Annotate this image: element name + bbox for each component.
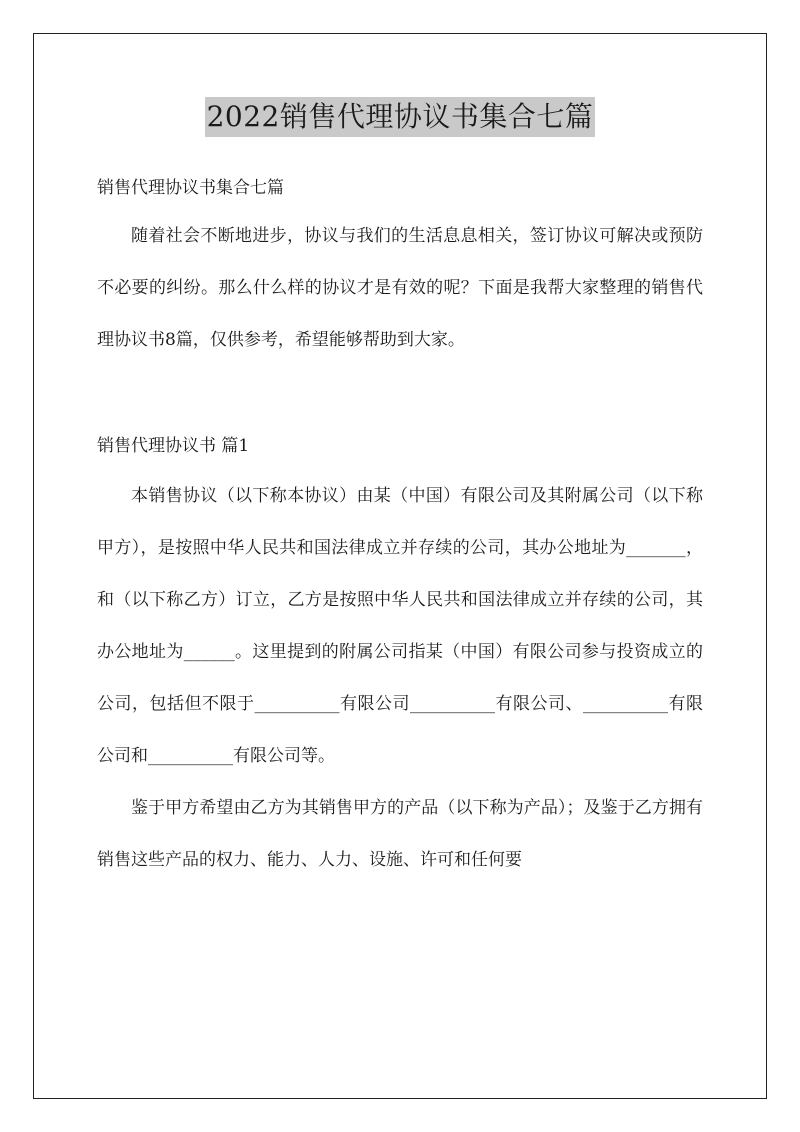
title-container — [0, 97, 800, 137]
intro-paragraph: 随着社会不断地进步，协议与我们的生活息息相关，签订协议可解决或预防不必要的纠纷。那么什么样的协议才是有效的呢？下面是我帮大家整理的销售代理协议书8篇，仅供参考，希望能够帮助到大家。 — [97, 226, 703, 350]
section-heading: 销售代理协议书 篇1 — [97, 436, 250, 456]
body-paragraph: 鉴于甲方希望由乙方为其销售甲方的产品（以下称为产品）；及鉴于乙方拥有销售这些产品的权力、能力、人力、设施、许可和任何要 — [97, 798, 703, 870]
document-title: 2022销售代理协议书集合七篇 — [205, 97, 596, 137]
document-body — [97, 166, 703, 886]
body-paragraph: 本销售协议（以下称本协议）由某（中国）有限公司及其附属公司（以下称甲方），是按照中华人民共和国法律成立并存续的公司，其办公地址为_______，和（以下称乙方）订立，乙方是按照中华人民共和国法律成立并存续的公司，其办公地址为______。这里提到的附属公司指某（中国）有限公司参与投资成立的公司，包括但不限于__________有限公司__________有限公司、__________有限公司和__________有限公司等。 — [97, 486, 703, 766]
document-subtitle: 销售代理协议书集合七篇 — [97, 178, 284, 198]
